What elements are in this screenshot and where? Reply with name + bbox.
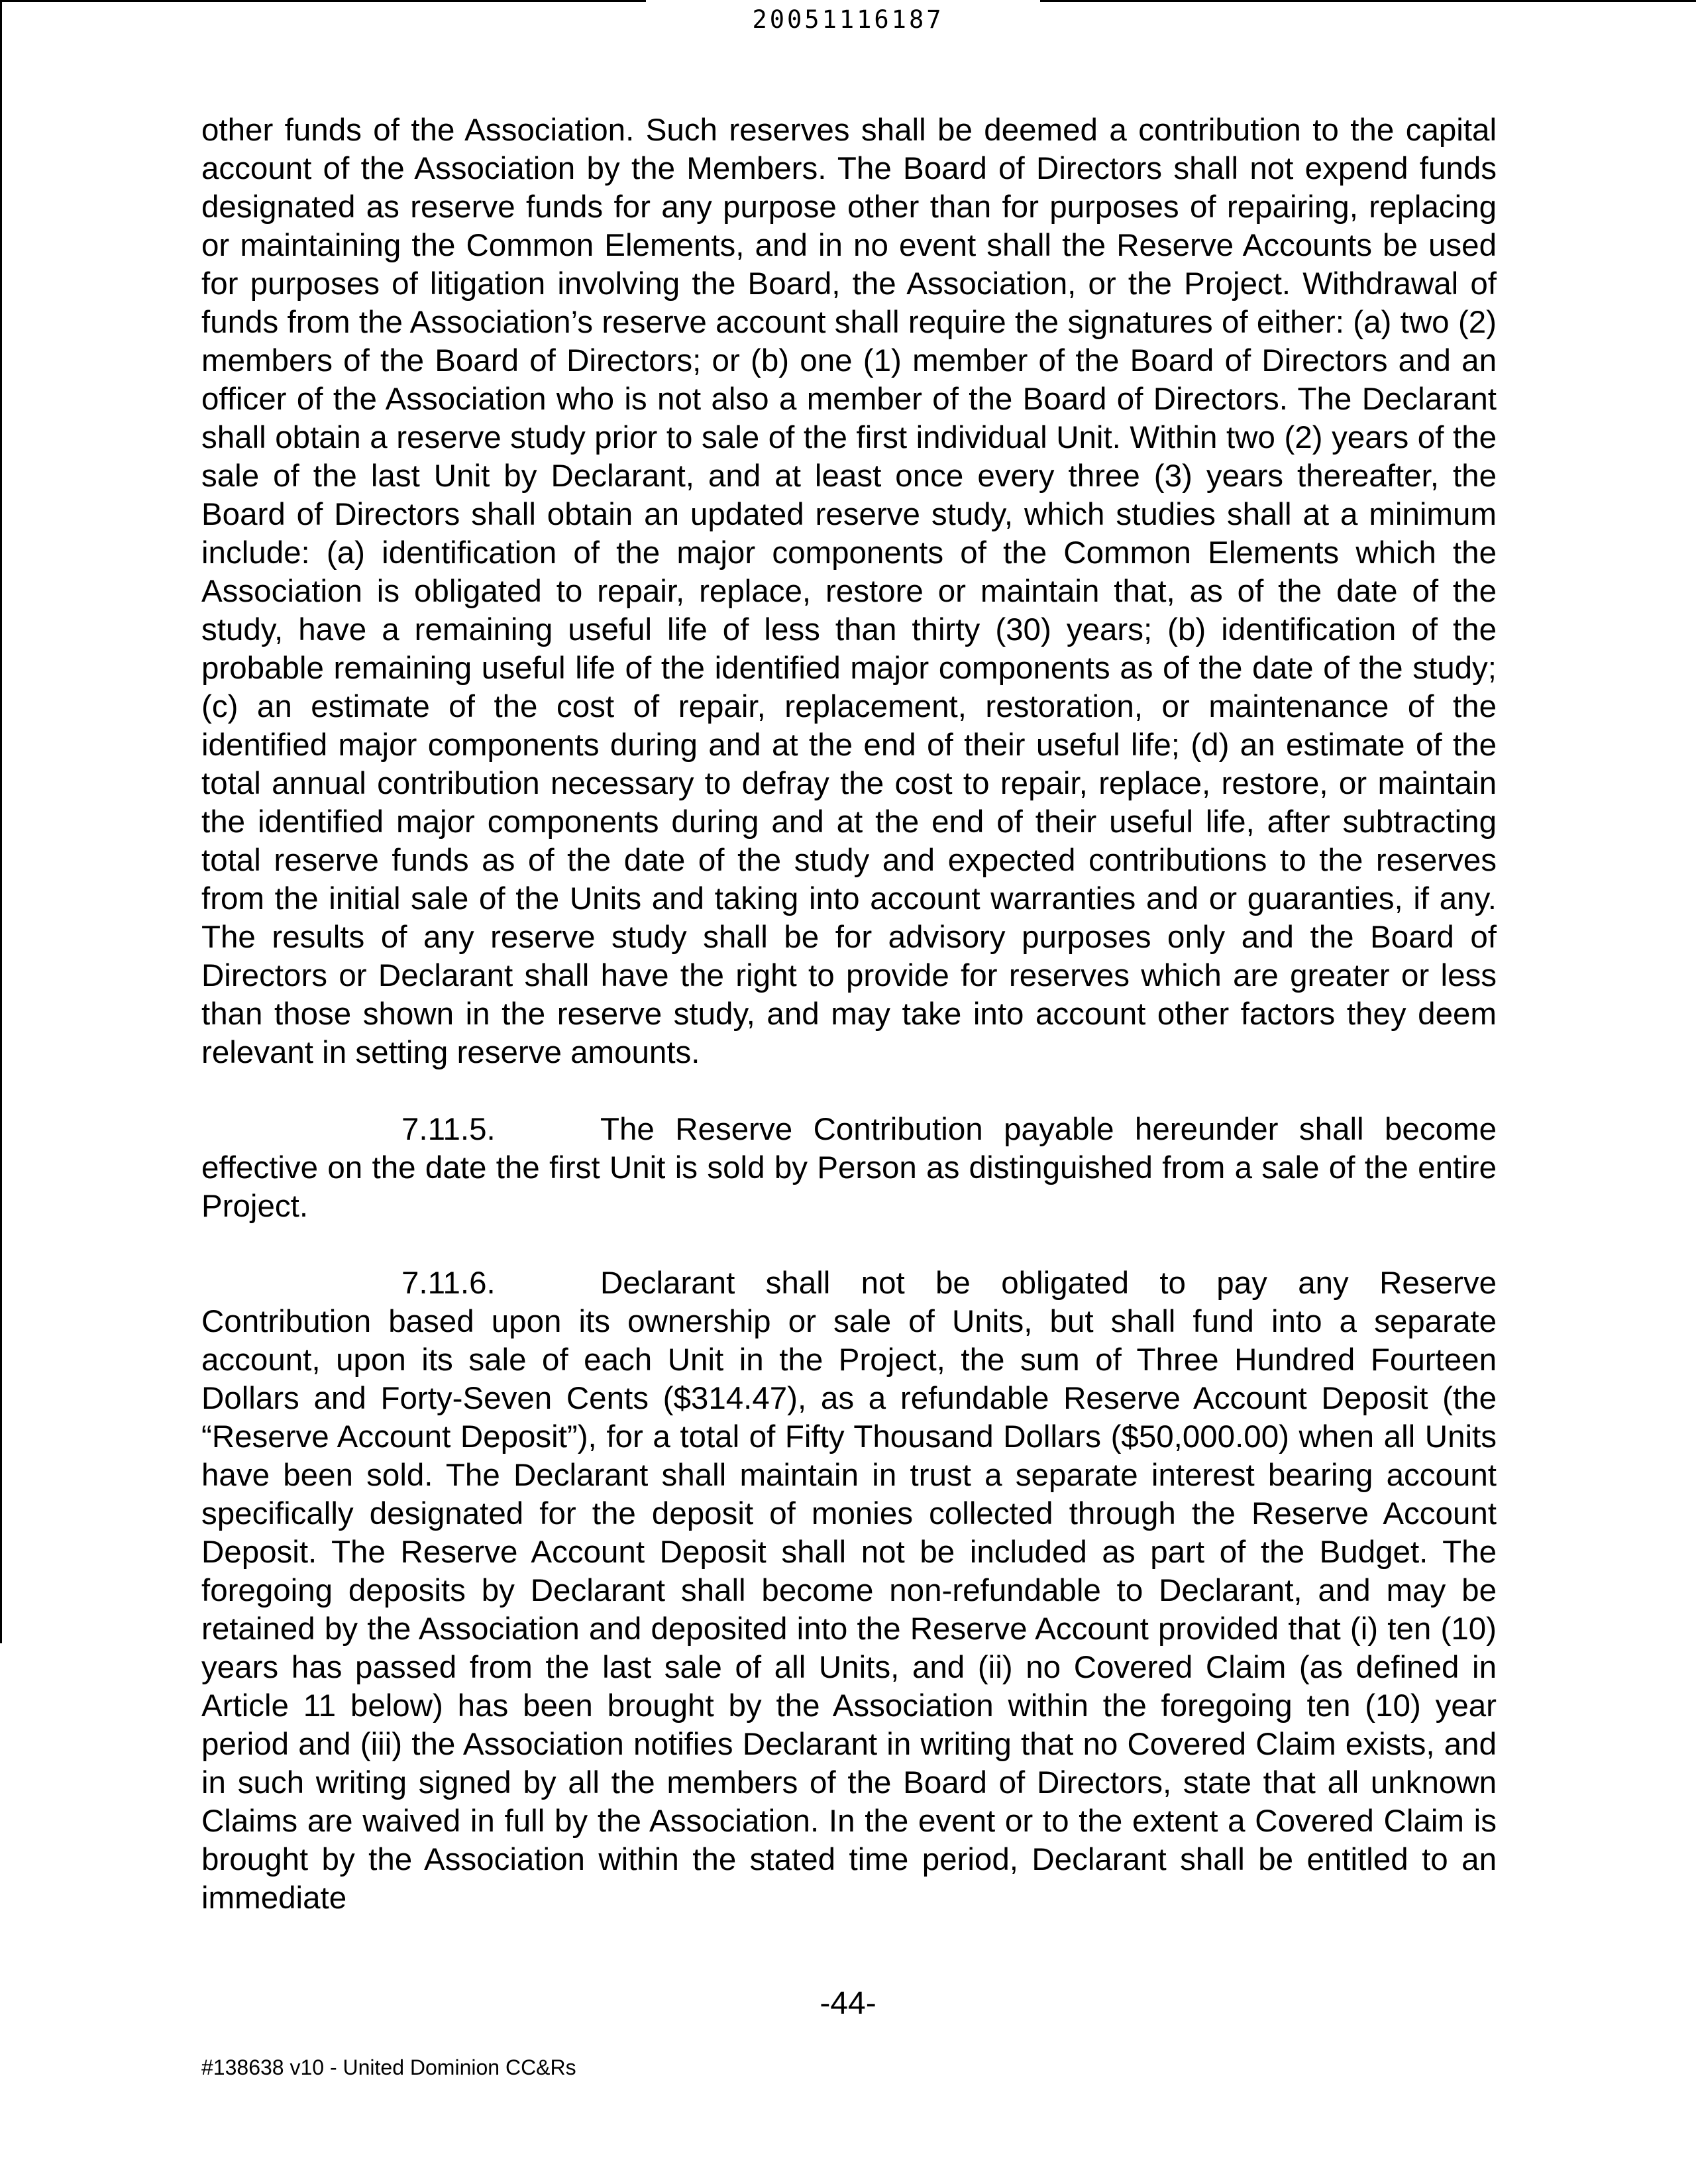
paragraph-reserve-funds: other funds of the Association. Such reserves shall be deemed a contribution to the capital account of the Association by the Members. The Board of Directors shall not expend funds designated as reserve funds for any purpose other than for purposes of repairing, replacing or maintaining the Common Elements, and in no event shall the Reserve Accounts be used for purposes of litigation involving the Board, the Association, or the Project. Withdrawal of funds from the Association’s reserve account shall require the signatures of either: (a) two (2) members of the Board of Directors; or (b) one (1) member of the Board of Directors and an officer of the Association who is not also a member of the Board of Directors. The Declarant shall obtain a reserve study prior to sale of the first individual Unit. Within two (2) years of the sale of the last Unit by Declarant, and at least once every three (3) years thereafter, the Board of Directors shall obtain an updated reserve study, which studies shall at a minimum include: (a) identification of the major components of the Common Elements which the Association is obligated to repair, replace, restore or maintain that, as of the date of the study, have a remaining useful life of less than thirty (30) years; (b) identification of the probable remaining useful life of the identified major components as of the date of the study; (c) an estimate of the cost of repair, replacement, restoration, or maintenance of the identified major components during and at the end of their useful life; (d) an estimate of the total annual contribution necessary to defray the cost to repair, replace, restore, or maintain the identified major components during and at the end of their useful life, after subtracting total reserve funds as of the date of the study and expected contributions to the reserves from the initial sale of the Units and taking into account warranties and or guaranties, if any. The results of any reserve study shall be for advisory purposes only and the Board of Directors or Declarant shall have the right to provide for reserves which are greater or less than those shown in the reserve study, and may take into account other factors they deem relevant in setting reserve amounts. [201,113,1497,1070]
section-number: 7.11.6. [401,1266,496,1301]
top-border-right [1040,0,1696,2]
section-text: Declarant shall not be obligated to pay any Reserve Contribution based upon its ownership or sale of Units, but shall fund into a separate account, upon its sale of each Unit in the Project, the sum of Three Hundred Fourteen Dollars and Forty-Seven Cents ($314.47), as a refundable Reserve Account Deposit (the “Reserve Account Deposit”), for a total of Fifty Thousand Dollars ($50,000.00) when all Units have been sold. The Declarant shall maintain in trust a separate interest bearing account specifically designated for the deposit of monies collected through the Reserve Account Deposit. The Reserve Account Deposit shall not be included as part of the Budget. The foregoing deposits by Declarant shall become non-refundable to Declarant, and may be retained by the Association and deposited into the Reserve Account provided that (i) ten (10) years has passed from the last sale of all Units, and (ii) no Covered Claim (as defined in Article 11 below) has been brought by the Association within the foregoing ten (10) year period and (iii) the Association notifies Declarant in writing that no Covered Claim exists, and in such writing signed by all the members of the Board of Directors, state that all unknown Claims are waived in full by the Association. In the event or to the extent a Covered Claim is brought by the Association within the stated time period, Declarant shall be entitled to an immediate [201,1266,1497,1916]
section-7-11-5 [201,1111,1497,1226]
section-number: 7.11.5. [401,1112,496,1147]
footer-document-id: #138638 v10 - United Dominion CC&Rs [201,2055,576,2079]
document-number: 20051116187 [752,5,944,34]
page-number: -44- [820,1986,876,2021]
section-7-11-6 [201,1264,1497,1918]
section-text: The Reserve Contribution payable hereunder shall become effective on the date the first Unit is sold by Person as distinguished from a sale of the entire Project. [201,1112,1497,1224]
document-body [201,111,1497,1918]
top-border-left [0,0,646,2]
left-page-edge [0,0,2,1643]
